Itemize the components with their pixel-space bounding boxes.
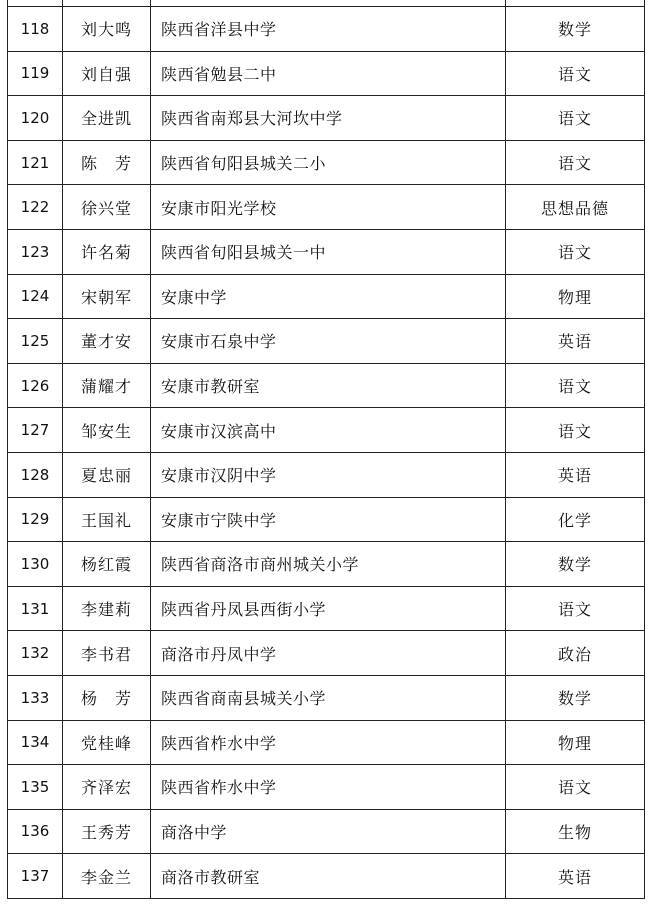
subject-name: 思想品德 xyxy=(506,185,645,230)
subject-name: 英语 xyxy=(506,319,645,364)
person-name: 李建莉 xyxy=(63,586,151,631)
table-row xyxy=(8,765,645,810)
table-row xyxy=(8,229,645,274)
person-name: 董才安 xyxy=(63,319,151,364)
subject-name: 语文 xyxy=(506,586,645,631)
school-name: 陕西省旬阳县城关一中 xyxy=(151,229,506,274)
subject-name: 语文 xyxy=(506,96,645,141)
row-number: 129 xyxy=(8,497,63,542)
school-name: 安康市石泉中学 xyxy=(151,319,506,364)
document-page xyxy=(7,0,644,899)
table-row xyxy=(8,51,645,96)
school-name: 安康市宁陕中学 xyxy=(151,497,506,542)
school-name: 安康市汉阴中学 xyxy=(151,452,506,497)
table-row xyxy=(8,274,645,319)
person-name: 王秀芳 xyxy=(63,809,151,854)
table-row xyxy=(8,497,645,542)
subject-name: 物理 xyxy=(506,274,645,319)
person-name: 王国礼 xyxy=(63,497,151,542)
person-name: 宋朝军 xyxy=(63,274,151,319)
subject-name: 语文 xyxy=(506,229,645,274)
table-row xyxy=(8,675,645,720)
table-row xyxy=(8,363,645,408)
school-name: 陕西省洋县中学 xyxy=(151,7,506,52)
person-name: 全进凯 xyxy=(63,96,151,141)
table-row xyxy=(8,408,645,453)
school-name: 陕西省商洛市商州城关小学 xyxy=(151,542,506,587)
table-row xyxy=(8,720,645,765)
person-name: 李书君 xyxy=(63,631,151,676)
row-number: 130 xyxy=(8,542,63,587)
row-number: 119 xyxy=(8,51,63,96)
row-number: 121 xyxy=(8,140,63,185)
person-name: 邹安生 xyxy=(63,408,151,453)
subject-name: 数学 xyxy=(506,7,645,52)
subject-name: 英语 xyxy=(506,452,645,497)
table-row xyxy=(8,185,645,230)
subject-name: 语文 xyxy=(506,765,645,810)
school-name: 商洛中学 xyxy=(151,809,506,854)
subject-name: 语文 xyxy=(506,363,645,408)
person-name: 徐兴堂 xyxy=(63,185,151,230)
person-name: 刘自强 xyxy=(63,51,151,96)
person-name: 蒲耀才 xyxy=(63,363,151,408)
row-number: 118 xyxy=(8,7,63,52)
person-name: 刘大鸣 xyxy=(63,7,151,52)
school-name: 安康市汉滨高中 xyxy=(151,408,506,453)
subject-name: 政治 xyxy=(506,631,645,676)
subject-name: 数学 xyxy=(506,542,645,587)
row-number: 137 xyxy=(8,854,63,899)
person-name: 夏忠丽 xyxy=(63,452,151,497)
school-name: 陕西省柞水中学 xyxy=(151,765,506,810)
row-number: 120 xyxy=(8,96,63,141)
school-name: 陕西省商南县城关小学 xyxy=(151,675,506,720)
person-name: 齐泽宏 xyxy=(63,765,151,810)
row-number: 123 xyxy=(8,229,63,274)
person-name: 许名菊 xyxy=(63,229,151,274)
person-name: 杨红霞 xyxy=(63,542,151,587)
row-number: 128 xyxy=(8,452,63,497)
subject-name: 语文 xyxy=(506,140,645,185)
school-name: 安康中学 xyxy=(151,274,506,319)
row-number: 127 xyxy=(8,408,63,453)
school-name: 陕西省丹凤县西街小学 xyxy=(151,586,506,631)
row-number: 134 xyxy=(8,720,63,765)
row-number: 132 xyxy=(8,631,63,676)
school-name: 商洛市教研室 xyxy=(151,854,506,899)
table-row xyxy=(8,140,645,185)
table-row xyxy=(8,631,645,676)
table-row xyxy=(8,452,645,497)
person-name: 党桂峰 xyxy=(63,720,151,765)
row-number: 136 xyxy=(8,809,63,854)
row-number: 133 xyxy=(8,675,63,720)
roster-table xyxy=(7,0,645,899)
subject-name: 化学 xyxy=(506,497,645,542)
table-row xyxy=(8,7,645,52)
row-number: 135 xyxy=(8,765,63,810)
table-row xyxy=(8,319,645,364)
school-name: 安康市阳光学校 xyxy=(151,185,506,230)
row-number: 126 xyxy=(8,363,63,408)
table-row xyxy=(8,809,645,854)
person-name: 李金兰 xyxy=(63,854,151,899)
school-name: 陕西省南郑县大河坎中学 xyxy=(151,96,506,141)
table-row xyxy=(8,586,645,631)
subject-name: 生物 xyxy=(506,809,645,854)
subject-name: 数学 xyxy=(506,675,645,720)
row-number: 124 xyxy=(8,274,63,319)
subject-name: 语文 xyxy=(506,51,645,96)
person-name: 杨 芳 xyxy=(63,675,151,720)
person-name: 陈 芳 xyxy=(63,140,151,185)
row-number: 125 xyxy=(8,319,63,364)
table-row xyxy=(8,542,645,587)
school-name: 陕西省旬阳县城关二小 xyxy=(151,140,506,185)
subject-name: 英语 xyxy=(506,854,645,899)
school-name: 陕西省柞水中学 xyxy=(151,720,506,765)
school-name: 安康市教研室 xyxy=(151,363,506,408)
table-row xyxy=(8,854,645,899)
row-number: 131 xyxy=(8,586,63,631)
subject-name: 物理 xyxy=(506,720,645,765)
row-number: 122 xyxy=(8,185,63,230)
school-name: 商洛市丹凤中学 xyxy=(151,631,506,676)
table-row xyxy=(8,96,645,141)
school-name: 陕西省勉县二中 xyxy=(151,51,506,96)
subject-name: 语文 xyxy=(506,408,645,453)
